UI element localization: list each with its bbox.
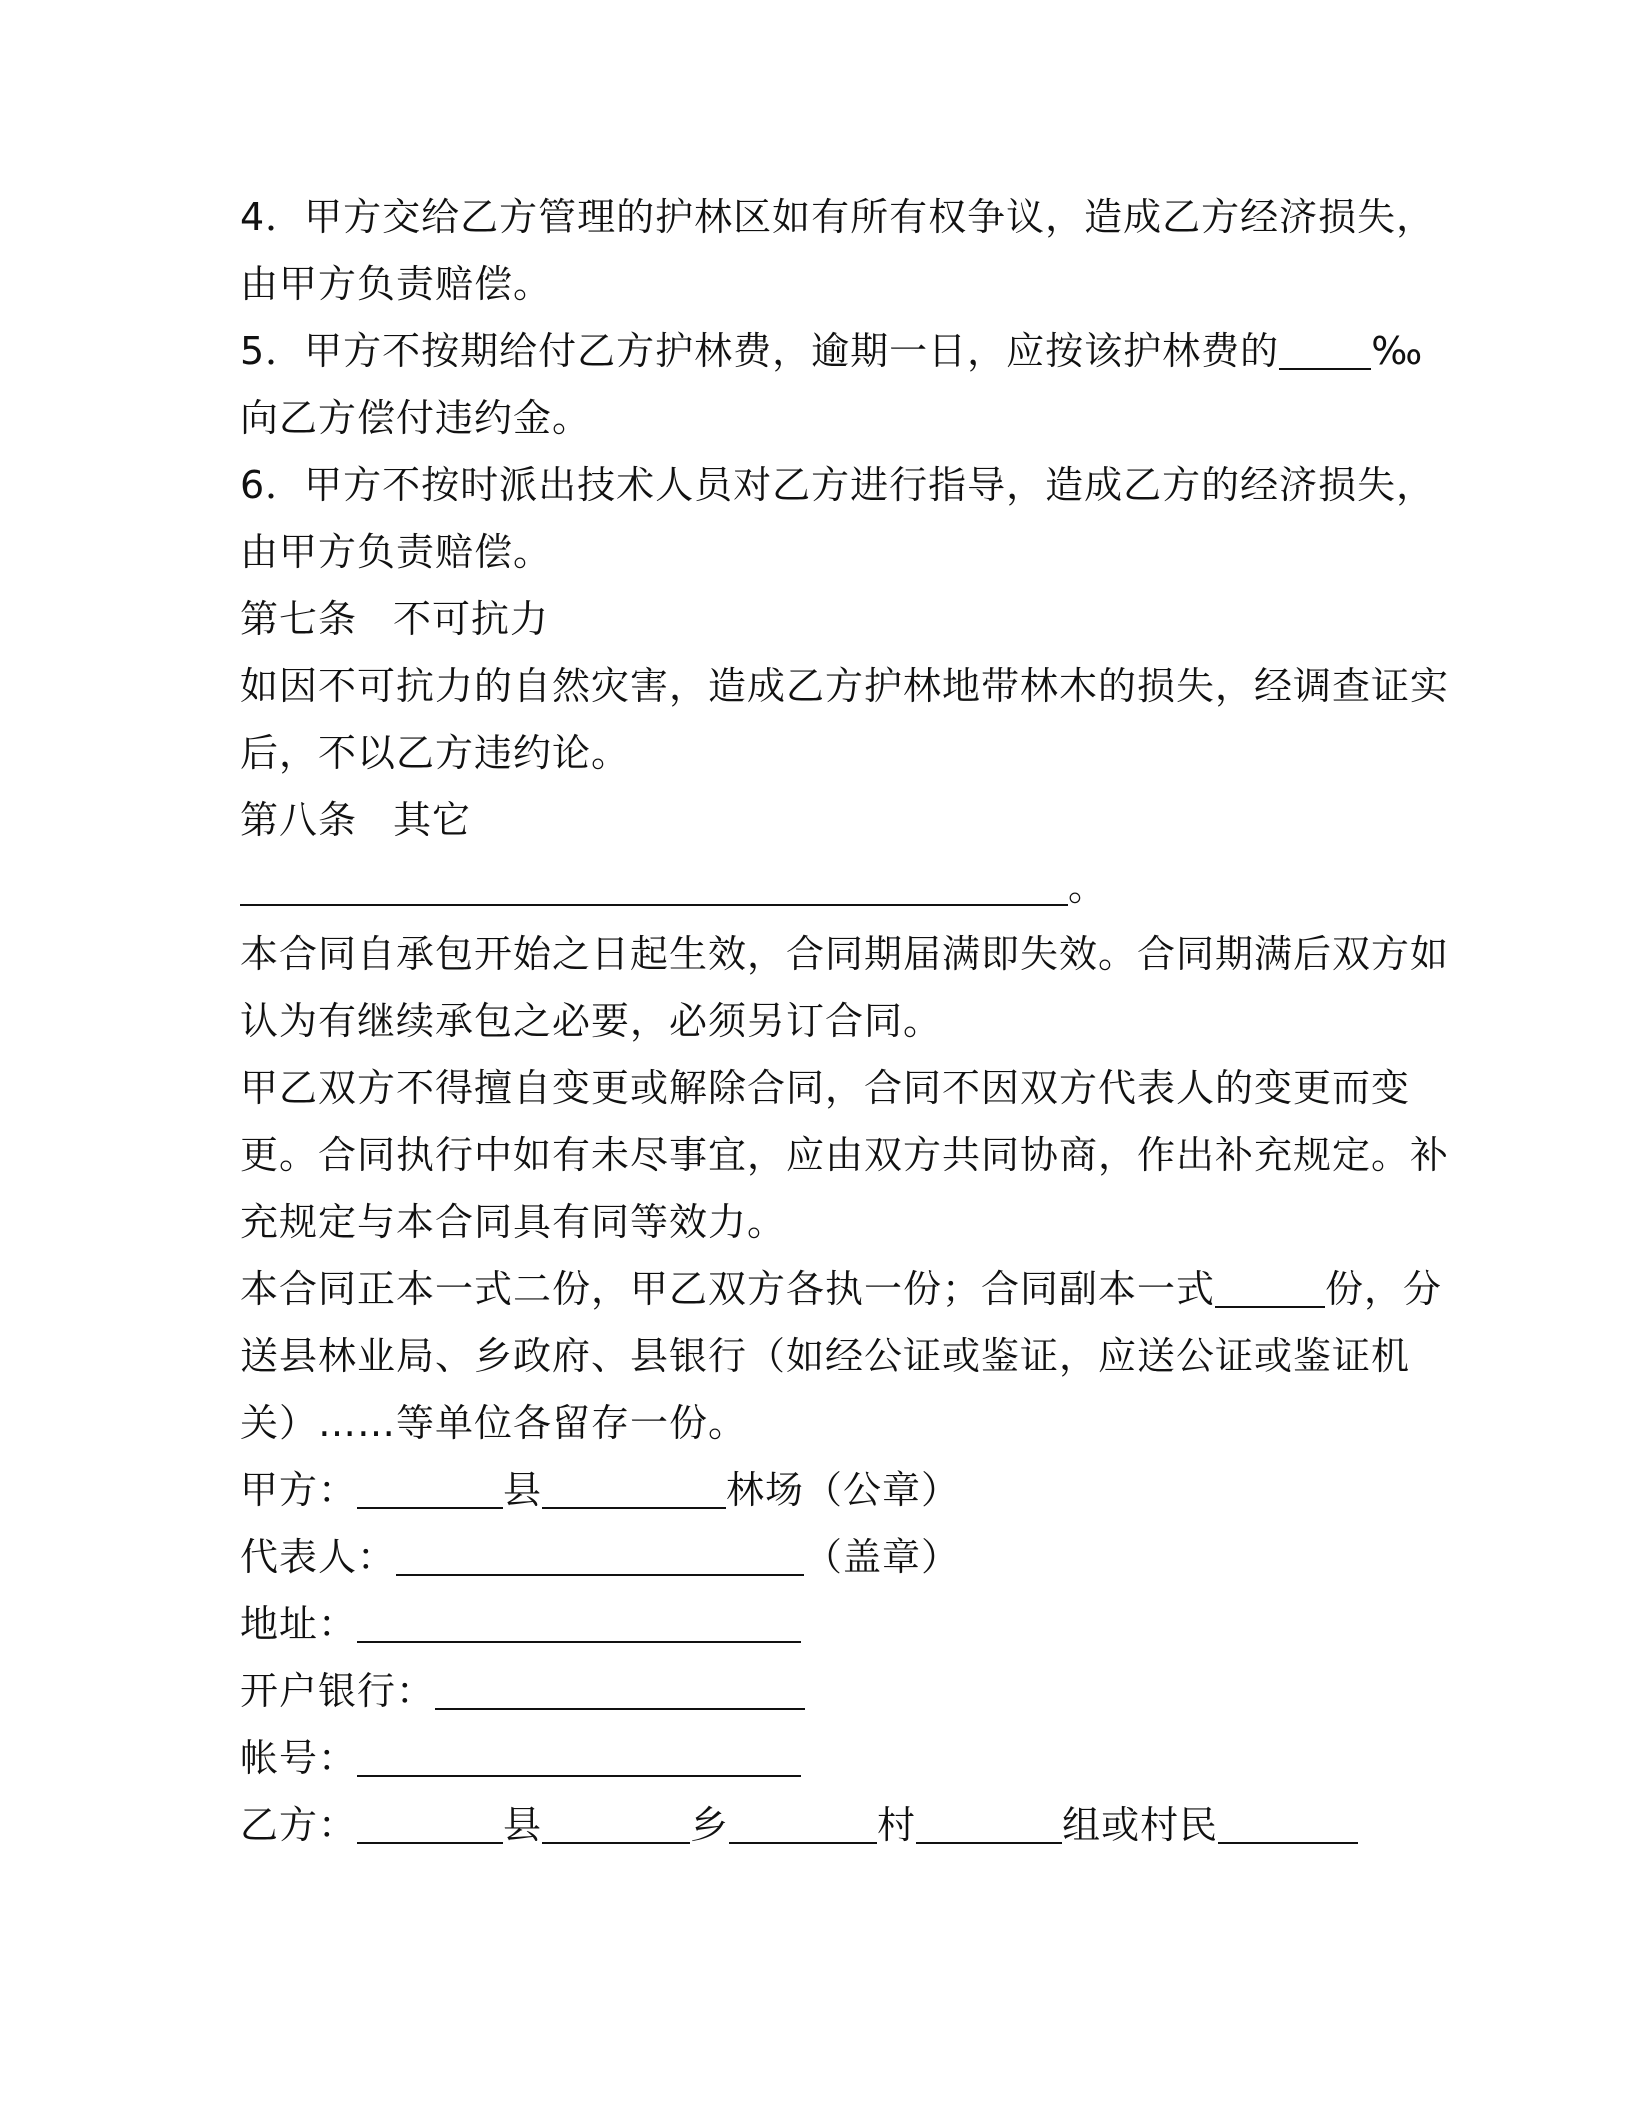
closing-p2-line-2: 更。合同执行中如有未尽事宜，应由双方共同协商，作出补充规定。补 [240,1133,1450,1177]
article-7-number: 第七条 [240,597,358,641]
article-7-heading [240,586,1400,653]
representative-label: 代表人： [240,1535,397,1579]
closing-p3-line-2: 送县林业局、乡政府、县银行（如经公证或鉴证，应送公证或鉴证机 [240,1334,1411,1378]
article-7-line-2: 后，不以乙方违约论。 [240,731,631,775]
account-blank[interactable] [357,1731,801,1777]
penalty-rate-blank[interactable] [1279,324,1371,370]
party-a-county-blank[interactable] [357,1463,503,1509]
party-a-farm-label: 林场（公章） [726,1468,961,1512]
party-b-township-label: 乡 [690,1803,730,1847]
clause-4-line-2: 由甲方负责赔偿。 [240,262,553,306]
account-label: 帐号： [240,1736,358,1780]
closing-p2-line-3: 充规定与本合同具有同等效力。 [240,1200,787,1244]
party-b-villager-blank[interactable] [1218,1798,1358,1844]
article-7-title: 不可抗力 [393,597,550,641]
per-mille-sign: ‰ [1371,329,1424,373]
article-8-number: 第八条 [240,798,358,842]
clause-4-line-1: 4．甲方交给乙方管理的护林区如有所有权争议，造成乙方经济损失， [240,195,1436,239]
contract-body [240,184,1450,1859]
other-terms-blank[interactable] [240,860,1068,906]
party-a-farm-blank[interactable] [542,1463,726,1509]
address-blank[interactable] [357,1597,801,1643]
representative-seal: （盖章） [804,1535,961,1579]
article-8-heading [240,787,1400,854]
clause-5-line-1 [240,318,1424,385]
bank-blank[interactable] [435,1664,805,1710]
closing-p2-line-1: 甲乙双方不得擅自变更或解除合同，合同不因双方代表人的变更而变 [240,1066,1411,1110]
party-b-county-label: 县 [503,1803,543,1847]
clause-6-line-1: 6．甲方不按时派出技术人员对乙方进行指导，造成乙方的经济损失， [240,463,1436,507]
party-b-row [240,1792,1400,1859]
address-row [240,1591,1400,1658]
party-b-label: 乙方： [240,1803,358,1847]
closing-p3-line-3: 关）……等单位各留存一份。 [240,1401,748,1445]
party-b-township-blank[interactable] [542,1798,690,1844]
closing-p1-line-1: 本合同自承包开始之日起生效，合同期届满即失效。合同期满后双方如 [240,932,1450,976]
party-b-group-blank[interactable] [916,1798,1062,1844]
address-label: 地址： [240,1602,358,1646]
article-7-line-1: 如因不可抗力的自然灾害，造成乙方护林地带林木的损失，经调查证实 [240,664,1450,708]
article-8-blank-line [240,854,1400,921]
clause-6-line-2: 由甲方负责赔偿。 [240,530,553,574]
bank-label: 开户银行： [240,1669,436,1713]
party-a-label: 甲方： [240,1468,358,1512]
party-b-group-label: 组或村民 [1062,1803,1219,1847]
representative-row [240,1524,1400,1591]
article-8-title: 其它 [393,798,472,842]
closing-p1-line-2: 认为有继续承包之必要，必须另订合同。 [240,999,943,1043]
representative-blank[interactable] [396,1530,804,1576]
account-row [240,1725,1400,1792]
party-a-county-label: 县 [503,1468,543,1512]
party-b-village-blank[interactable] [729,1798,877,1844]
blank-end-period: 。 [1068,865,1108,909]
party-a-row [240,1457,1400,1524]
copies-text-end: 份，分 [1325,1267,1443,1311]
copies-count-blank[interactable] [1215,1262,1325,1308]
clause-5-line-2: 向乙方偿付违约金。 [240,396,592,440]
party-b-village-label: 村 [877,1803,917,1847]
party-b-county-blank[interactable] [357,1798,503,1844]
copies-text: 本合同正本一式二份，甲乙双方各执一份；合同副本一式 [240,1267,1216,1311]
closing-p3-line-1 [240,1256,1443,1323]
clause-5-text: 5．甲方不按期给付乙方护林费，逾期一日，应按该护林费的 [240,329,1280,373]
bank-row [240,1658,1400,1725]
